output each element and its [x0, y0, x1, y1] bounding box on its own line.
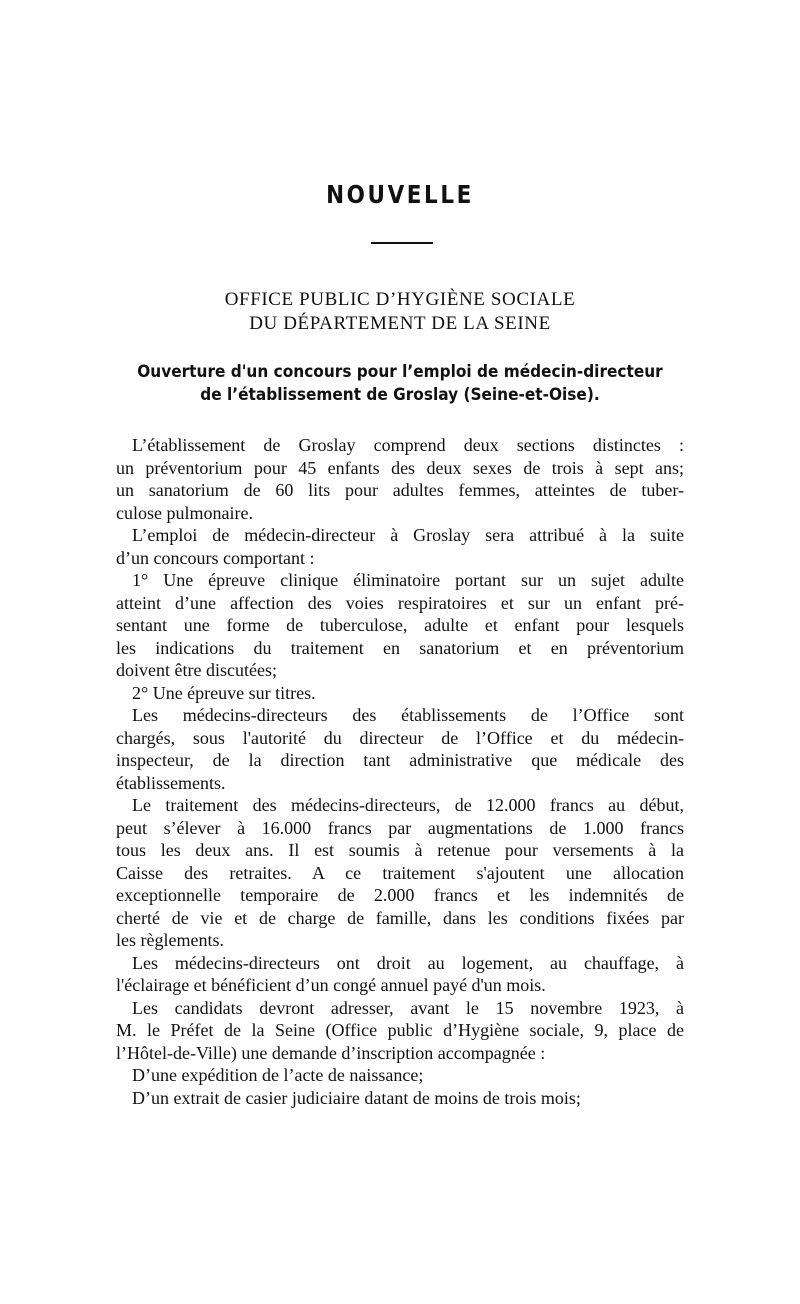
body-line: atteint d’une affection des voies respiratoires et sur un enfant pré-: [116, 592, 684, 613]
page-heading: NOUVELLE: [326, 180, 474, 209]
body-line: 2° Une épreuve sur titres.: [132, 682, 316, 703]
body-line: un préventorium pour 45 enfants des deux sexes de trois à sept ans;: [116, 457, 684, 478]
concours-subtitle: [28, 360, 772, 406]
office-title-line-2: DU DÉPARTEMENT DE LA SEINE: [249, 313, 551, 334]
body-line: Les médecins-directeurs des établissements de l’Office sont: [132, 705, 684, 725]
body-line: L’établissement de Groslay comprend deux sections distinctes :: [132, 435, 684, 455]
body-line: cherté de vie et de charge de famille, dans les conditions fixées par: [116, 907, 684, 928]
body-text: [116, 434, 684, 1109]
body-line: l’Hôtel-de-Ville) une demande d’inscription accompagnée :: [116, 1042, 546, 1063]
heading-rule: [371, 242, 433, 244]
body-line: exceptionnelle temporaire de 2.000 francs et les indemnités de: [116, 885, 684, 905]
body-line: Les candidats devront adresser, avant le 15 novembre 1923, à: [132, 997, 684, 1018]
body-line: les indications du traitement en sanatorium et en préventorium: [116, 637, 684, 658]
office-title-line-1: OFFICE PUBLIC D’HYGIÈNE SOCIALE: [224, 289, 576, 310]
body-line: L’emploi de médecin-directeur à Groslay sera attribué à la suite: [132, 525, 684, 545]
body-line: Les médecins-directeurs ont droit au logement, au chauffage, à: [132, 952, 684, 973]
office-title: [0, 288, 800, 336]
body-line: l'éclairage et bénéficient d’un congé annuel payé d'un mois.: [116, 975, 546, 995]
body-line: D’un extrait de casier judiciaire datant de moins de trois mois;: [132, 1087, 581, 1108]
body-line: Caisse des retraites. A ce traitement s'ajoutent une allocation: [116, 862, 684, 883]
body-line: 1° Une épreuve clinique éliminatoire portant sur un sujet adulte: [132, 570, 684, 590]
body-line: Le traitement des médecins-directeurs, de 12.000 francs au début,: [132, 795, 684, 815]
subtitle-line-1: Ouverture d'un concours pour l’emploi de médecin-directeur: [137, 362, 663, 381]
body-line: M. le Préfet de la Seine (Office public d’Hygiène sociale, 9, place de: [116, 1020, 684, 1040]
body-line: peut s’élever à 16.000 francs par augmentations de 1.000 francs: [116, 817, 684, 838]
body-line: un sanatorium de 60 lits pour adultes femmes, atteintes de tuber-: [116, 480, 684, 500]
body-line: chargés, sous l'autorité du directeur de l’Office et du médecin-: [116, 727, 684, 748]
body-line: inspecteur, de la direction tant administrative que médicale des: [116, 750, 684, 770]
body-line: les règlements.: [116, 930, 224, 950]
body-line: D’une expédition de l’acte de naissance;: [132, 1065, 424, 1085]
body-line: culose pulmonaire.: [116, 502, 253, 523]
body-line: doivent être discutées;: [116, 660, 277, 680]
body-line: d’un concours comportant :: [116, 547, 315, 568]
body-line: tous les deux ans. Il est soumis à retenue pour versements à la: [116, 840, 684, 860]
subtitle-line-2: de l’établissement de Groslay (Seine-et-Oise).: [200, 385, 600, 404]
body-line: établissements.: [116, 772, 226, 793]
body-line: sentant une forme de tuberculose, adulte et enfant pour lesquels: [116, 615, 684, 635]
